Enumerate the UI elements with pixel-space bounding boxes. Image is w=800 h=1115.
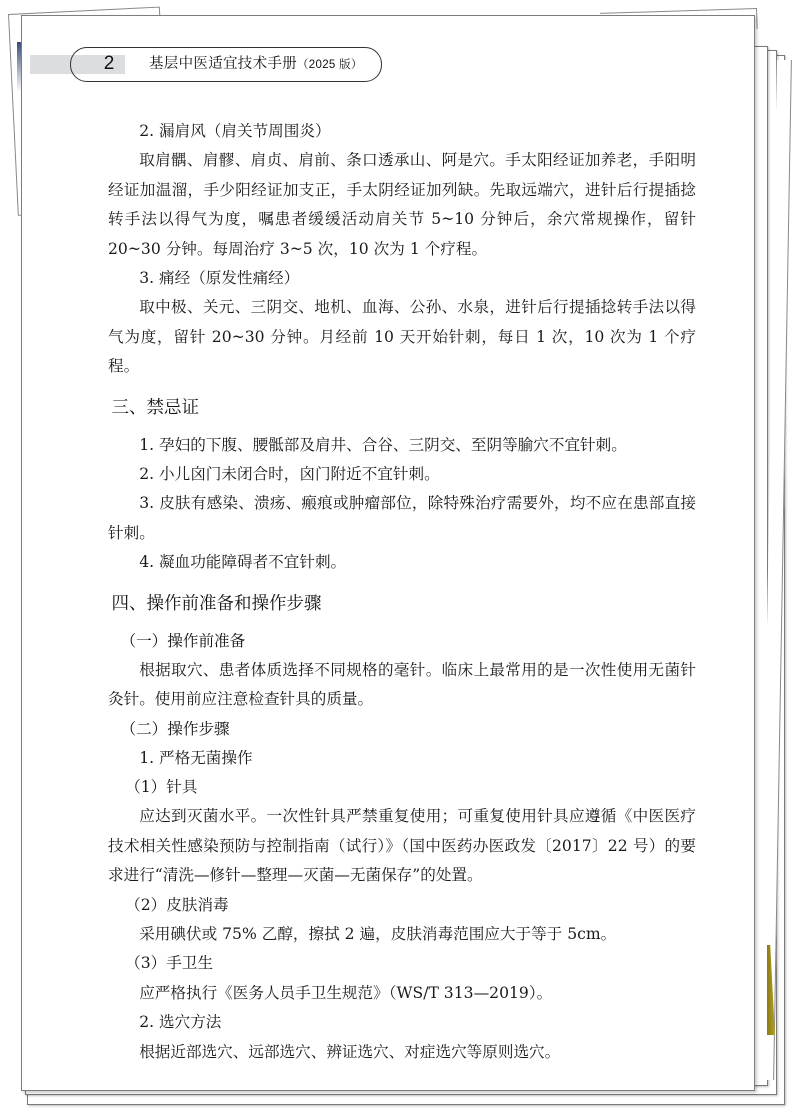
list-item: 2. 小儿囟门未闭合时，囟门附近不宜针刺。 bbox=[139, 465, 440, 484]
list-item: 3. 皮肤有感染、溃疡、瘢痕或肿瘤部位，除特殊治疗需要外，均不应在患部直接针刺。 bbox=[108, 494, 696, 542]
paragraph: 根据近部选穴、远部选穴、辨证选穴、对症选穴等原则选穴。 bbox=[139, 1042, 561, 1061]
paragraph: 应严格执行《医务人员手卫生规范》（WS/T 313—2019）。 bbox=[139, 983, 553, 1002]
list-item: 4. 凝血功能障碍者不宜针刺。 bbox=[139, 553, 347, 572]
paragraph: 根据取穴、患者体质选择不同规格的毫针。临床上最常用的是一次性使用无菌针灸针。使用前应注意检查针具的质量。 bbox=[108, 660, 696, 709]
list-item: 1. 孕妇的下腹、腰骶部及肩井、合谷、三阴交、至阴等腧穴不宜针刺。 bbox=[139, 435, 627, 454]
item-title: （1）针具 bbox=[125, 777, 198, 796]
item-title: 3. 痛经（原发性痛经） bbox=[139, 269, 300, 288]
book-title bbox=[149, 51, 363, 75]
item-title: 2. 选穴方法 bbox=[139, 1013, 222, 1032]
page-body bbox=[108, 117, 696, 1067]
subsection-heading: （一）操作前准备 bbox=[120, 632, 246, 650]
paragraph: 应达到灭菌水平。一次性针具严禁重复使用；可重复使用针具应遵循《中医医疗技术相关性感染预防与控制指南（试行）》（国中医药办医政发〔2017〕22 号）的要求进行“清洗—修针—整理—灭菌—无菌保存”的处置。 bbox=[108, 807, 696, 885]
paragraph: 采用碘伏或 75% 乙醇，擦拭 2 遍，皮肤消毒范围应大于等于 5cm。 bbox=[139, 924, 617, 943]
document-page bbox=[21, 15, 755, 1091]
paragraph: 取中极、关元、三阴交、地机、血海、公孙、水泉，进针后行提插捻转手法以得气为度，留针 20~30 分钟。月经前 10 天开始针刺，每日 1 次，10 次为 1 个疗程。 bbox=[108, 298, 696, 376]
book-title-text: 基层中医适宜技术手册 bbox=[149, 56, 297, 72]
item-title: （3）手卫生 bbox=[125, 954, 214, 973]
page-number: 2 bbox=[103, 53, 115, 74]
paragraph: 取肩髃、肩髎、肩贞、肩前、条口透承山、阿是穴。手太阳经证加养老，手阳明经证加温溜，手少阳经证加支正，手太阴经证加列缺。先取远端穴，进针后行提插捻转手法以得气为度，嘱患者缓缓活动肩关节 5~10 分钟后，余穴常规操作，留针 20~30 分钟。每周治疗 3~5 次，10 次为 1 个疗程。 bbox=[108, 151, 696, 258]
book-edition: （2025 版） bbox=[297, 59, 363, 71]
item-title: 2. 漏肩风（肩关节周围炎） bbox=[139, 122, 331, 140]
section-heading: 三、禁忌证 bbox=[111, 396, 199, 417]
item-title: 1. 严格无菌操作 bbox=[139, 748, 253, 767]
section-heading: 四、操作前准备和操作步骤 bbox=[111, 592, 322, 613]
subsection-heading: （二）操作步骤 bbox=[120, 720, 230, 738]
item-title: （2）皮肤消毒 bbox=[125, 895, 229, 914]
